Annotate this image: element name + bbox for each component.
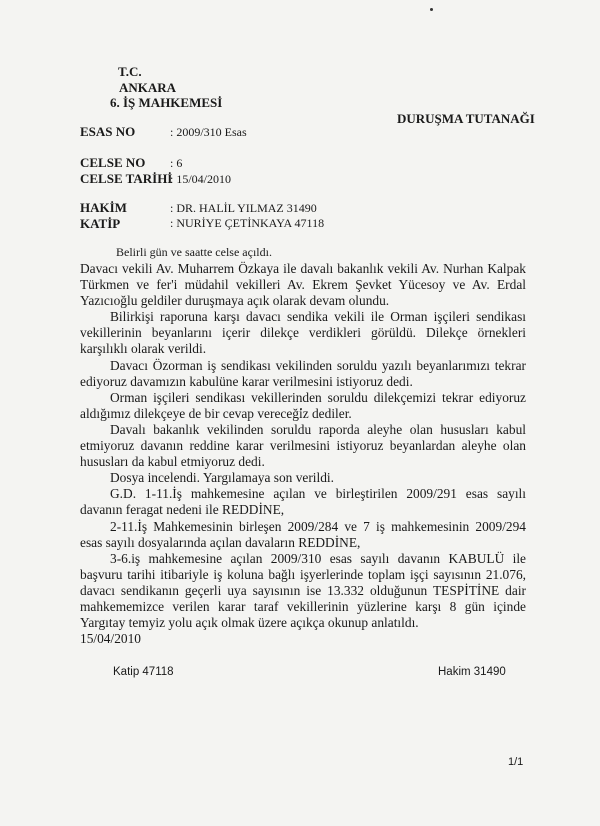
document-title: DURUŞMA TUTANAĞI [397, 111, 535, 126]
paragraph: Davacı vekili Av. Muharrem Özkaya ile davalı bakanlık vekili Av. Nurhan Kalpak Türkmen ve fer'i müdahil vekilleri Av. Ekrem Şevket Yücesoy ve Av. Erdal Yazıcıoğlu geldiler duruşmaya açık olarak devam olundu. [80, 261, 526, 309]
judge-label: HAKİM [80, 200, 127, 215]
scan-mark [430, 8, 433, 11]
paragraph: Bilirkişi raporuna karşı davacı sendika vekili ile Orman işçileri sendikası vekillerinin beyanlarını içerir dilekçe verdikleri görüldü. Dilekçe örnekleri karşılıklı olarak verildi. [80, 309, 526, 357]
clerk-label: KATİP [80, 216, 121, 231]
clerk-value: : NURİYE ÇETİNKAYA 47118 [170, 216, 325, 230]
intro-line: Belirli gün ve saatte celse açıldı. [116, 245, 272, 259]
celse-date-value: : 15/04/2010 [170, 172, 232, 186]
paragraph: Orman işçileri sendikası vekillerinden soruldu dilekçemizi tekrar ediyoruz aldığımız dilekçeye de bir cevap vereceğiz dediler. [80, 389, 526, 421]
proceedings-text [80, 261, 526, 647]
header-city: ANKARA [119, 80, 177, 95]
celse-label: CELSE NO [80, 155, 146, 170]
paragraph: 2-11.İş Mahkemesinin birleşen 2009/284 ve 7 iş mahkemesinin 2009/294 esas sayılı dosyalarında açılan davaların REDDİNE, [80, 518, 526, 550]
paragraph: Davacı Özorman iş sendikası vekilinden soruldu yazılı beyanlarımızı tekrar ediyoruz davamızın kabulüne karar verilmesini istiyoruz dedi. [80, 357, 526, 389]
judge-signature: Hakim 31490 [438, 666, 506, 678]
esas-label: ESAS NO [80, 124, 136, 139]
celse-value: : 6 [170, 156, 183, 170]
page-number: 1/1 [508, 756, 524, 768]
judge-value: : DR. HALİL YILMAZ 31490 [170, 201, 317, 215]
clerk-signature: Katip 47118 [113, 666, 174, 678]
header-court: 6. İŞ MAHKEMESİ [110, 95, 223, 110]
esas-value: : 2009/310 Esas [170, 125, 247, 139]
header-tc: T.C. [118, 64, 142, 79]
paragraph: G.D. 1-11.İş mahkemesine açılan ve birleştirilen 2009/291 esas sayılı davanın feragat nedeni ile REDDİNE, [80, 486, 526, 518]
celse-date-label: CELSE TARİHİ [80, 171, 173, 186]
paragraph: Davalı bakanlık vekilinden soruldu raporda aleyhe olan hususları kabul etmiyoruz davanın reddine karar verilmesini istiyoruz beyanlardan aleyhe olan hususları da kabul etmiyoruz dedi. [80, 421, 526, 470]
paragraph-date: 15/04/2010 [80, 631, 142, 647]
paragraph: 3-6.iş mahkemesine açılan 2009/310 esas sayılı davanın KABULÜ ile başvuru tarihi itibariyle iş koluna bağlı işyerlerinde toplam işçi sayısının 21.076, davacı sendikanın geçerli uya sayısının ise 13.332 olduğunun TESPİTİNE dair mahkememizce verilen karar taraf vekillerinin yüzlerine karşı 8 gün içinde Yargıtay temyiz yolu açık olmak üzere açıkça okunup anlatıldı. [80, 550, 526, 631]
paragraph: Dosya incelendi. Yargılamaya son verildi. [110, 470, 335, 486]
